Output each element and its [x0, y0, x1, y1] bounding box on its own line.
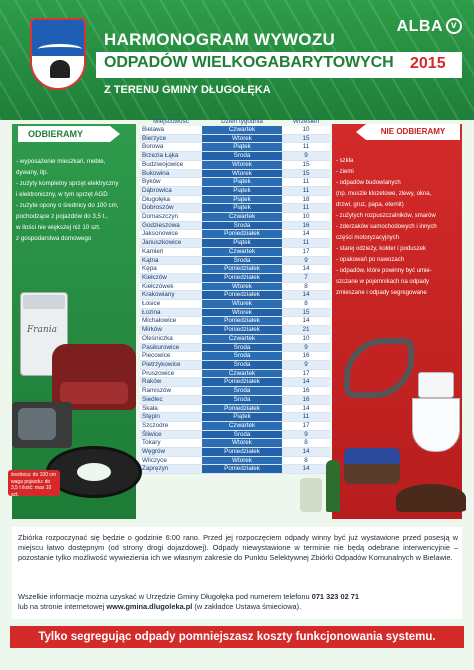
rejected-item: - odpadów, które powinny być umie- [336, 268, 432, 274]
table-row [140, 160, 330, 169]
cell-weekday: Czwartek [202, 421, 282, 430]
washer-lid [23, 295, 65, 309]
cell-town: Ramiszów [140, 387, 202, 396]
slogan-banner: Tylko segregując odpady pomniejszasz koszty funkcjonowania systemu. [10, 626, 464, 648]
cell-town: Siedlec [140, 395, 202, 404]
subtitle: Z TERENU GMINY DŁUGOŁĘKA [104, 84, 271, 96]
cell-town: Domaszczyn [140, 213, 202, 222]
television-icon [12, 402, 72, 448]
cell-town: Łozina [140, 308, 202, 317]
table-row [140, 326, 330, 335]
soil-icon [396, 484, 466, 512]
header-town: Miejscowość [153, 117, 189, 125]
table-row [140, 221, 330, 230]
accepted-item: z gospodarstwa domowego [16, 235, 92, 242]
table-row [140, 404, 330, 413]
accepted-item: - wyposażenie mieszkań, meble, [16, 158, 106, 165]
cell-day: 7 [282, 273, 330, 282]
cell-weekday: Środa [202, 360, 282, 369]
table-row [140, 395, 330, 404]
cell-day: 18 [282, 195, 330, 204]
contact-mid: lub na stronie internetowej [18, 602, 107, 611]
cell-weekday: Czwartek [202, 247, 282, 256]
cell-weekday: Piątek [202, 186, 282, 195]
cell-day: 15 [282, 160, 330, 169]
table-row [140, 448, 330, 457]
cell-town: Jaksonowice [140, 230, 202, 239]
table-row [140, 300, 330, 309]
table-row [140, 413, 330, 422]
cell-weekday: Środa [202, 352, 282, 361]
table-row [140, 169, 330, 178]
rejected-item: - odpadów budowlanych [336, 180, 401, 186]
cell-town: Mirków [140, 326, 202, 335]
cell-town: Dobroszów [140, 204, 202, 213]
cell-day: 9 [282, 256, 330, 265]
cell-weekday: Wtorek [202, 134, 282, 143]
armchair-seat [60, 382, 128, 404]
glass-jar-icon [300, 478, 322, 512]
alba-brand: ALBA [396, 18, 443, 35]
cell-town: Borowa [140, 143, 202, 152]
cell-day: 14 [282, 378, 330, 387]
cell-weekday: Czwartek [202, 369, 282, 378]
table-row [140, 317, 330, 326]
table-row [140, 456, 330, 465]
cell-day: 14 [282, 265, 330, 274]
rejected-item: - ziemi [336, 169, 354, 175]
cell-day: 17 [282, 369, 330, 378]
cell-weekday: Piątek [202, 143, 282, 152]
collection-info: Zbiórka rozpoczynać się będzie o godzinie 6:00 rano. Przed jej rozpoczęciem odpady winny być już wystawione przed posesją w miejscu łatwo dostępnym (od strony drogi dojazdowej). Odpady niewystawione w terminie nie będą odebrane interwencyjnie – pozostanie tylko możliwość wywiezienia ich we własnym zakresie do Punktu Selektywnej Zbiórki Odpadów Komunalnych w Bielawie. [18, 533, 458, 562]
cell-weekday: Czwartek [202, 126, 282, 134]
cell-weekday: Poniedziałek [202, 273, 282, 282]
table-row [140, 134, 330, 143]
accepted-list [16, 156, 132, 244]
contact-prefix: Wszelkie informacje można uzyskać w Urzędzie Gminy Długołęka pod numerem telefonu [18, 592, 312, 601]
table-row [140, 308, 330, 317]
clothes-icon [344, 448, 400, 484]
cell-weekday: Środa [202, 395, 282, 404]
cell-town: Oleśniczka [140, 334, 202, 343]
cell-day: 14 [282, 465, 330, 474]
cell-weekday: Poniedziałek [202, 230, 282, 239]
rejected-item: - zderzaków samochodowych i innych [336, 224, 437, 230]
title-line2: ODPADÓW WIELKOGABARYTOWYCH [104, 54, 394, 71]
cell-weekday: Poniedziałek [202, 317, 282, 326]
table-row [140, 195, 330, 204]
cell-day: 11 [282, 143, 330, 152]
cell-day: 9 [282, 430, 330, 439]
cell-town: Kątna [140, 256, 202, 265]
contact-suffix: (w zakładce Ustawa śmieciowa). [192, 602, 302, 611]
cell-day: 11 [282, 239, 330, 248]
accepted-item: - zużyty kompletny sprzęt elektryczny [16, 180, 119, 187]
schedule-grid [140, 116, 330, 474]
cell-day: 8 [282, 282, 330, 291]
table-row [140, 352, 330, 361]
cell-town: Skała [140, 404, 202, 413]
cell-town: Zapręzyn [140, 465, 202, 474]
crest-eagle [50, 60, 70, 78]
cell-town: Stępin [140, 413, 202, 422]
table-row [140, 256, 330, 265]
cell-weekday: Piątek [202, 195, 282, 204]
cell-town: Kępa [140, 265, 202, 274]
website-link[interactable]: www.gmina.dlugoleka.pl [106, 602, 193, 611]
table-row [140, 369, 330, 378]
contact-info [18, 592, 458, 612]
rejected-item: zmieszane i odpady segregowane [336, 290, 427, 296]
table-row [140, 421, 330, 430]
table-row [140, 213, 330, 222]
cell-town: Kiełczówek [140, 282, 202, 291]
crest-bridge [38, 44, 82, 54]
accepted-item: - zużyte opony o średnicy do 100 cm, [16, 202, 119, 209]
cell-weekday: Wtorek [202, 300, 282, 309]
cell-town: Pruszowice [140, 369, 202, 378]
cell-weekday: Wtorek [202, 308, 282, 317]
cell-day: 14 [282, 291, 330, 300]
cell-day: 14 [282, 230, 330, 239]
header-weekday: Dzień tygodnia [221, 117, 263, 125]
rejected-item: - szkła [336, 158, 354, 164]
cell-day: 14 [282, 404, 330, 413]
cell-weekday: Piątek [202, 413, 282, 422]
cell-town: Łosice [140, 300, 202, 309]
cell-day: 11 [282, 186, 330, 195]
schedule-body [140, 126, 330, 474]
table-row [140, 178, 330, 187]
cell-town: Dąbrowica [140, 186, 202, 195]
cell-day: 15 [282, 308, 330, 317]
cell-weekday: Czwartek [202, 334, 282, 343]
cell-weekday: Wtorek [202, 160, 282, 169]
title-year: 2015 [410, 55, 446, 72]
table-row [140, 265, 330, 274]
cell-weekday: Poniedziałek [202, 291, 282, 300]
cell-town: Januszkowice [140, 239, 202, 248]
cell-town: Piecowice [140, 352, 202, 361]
cell-day: 10 [282, 334, 330, 343]
table-row [140, 378, 330, 387]
tire-hole [77, 463, 111, 481]
table-row [140, 204, 330, 213]
toilet-icon [412, 372, 460, 452]
cell-town: Byków [140, 178, 202, 187]
alba-logo [397, 18, 462, 36]
table-row [140, 186, 330, 195]
cell-day: 17 [282, 247, 330, 256]
rejected-item: - opakowań po nawozach [336, 257, 405, 263]
cell-day: 11 [282, 178, 330, 187]
cell-day: 16 [282, 387, 330, 396]
rejected-item: części motoryzacyjnych [336, 235, 400, 241]
cell-weekday: Środa [202, 221, 282, 230]
table-row [140, 360, 330, 369]
schedule-table [140, 116, 330, 474]
table-row [140, 430, 330, 439]
rejected-item: (np. muszle klozetowe, zlewy, okna, [336, 191, 432, 197]
table-row [140, 239, 330, 248]
cell-town: Węgrów [140, 448, 202, 457]
cell-day: 11 [282, 413, 330, 422]
cell-day: 14 [282, 317, 330, 326]
tv-screen [18, 408, 56, 440]
rejected-item: drzwi, gruz, papa, eternit) [336, 202, 404, 208]
cell-day: 15 [282, 134, 330, 143]
table-row [140, 273, 330, 282]
cell-weekday: Poniedziałek [202, 326, 282, 335]
cell-weekday: Poniedziałek [202, 404, 282, 413]
toilet-bowl [412, 398, 460, 452]
cell-town: Szczodre [140, 421, 202, 430]
table-row [140, 387, 330, 396]
cell-weekday: Poniedziałek [202, 378, 282, 387]
cell-weekday: Poniedziałek [202, 465, 282, 474]
toilet-tank [418, 372, 454, 398]
cell-weekday: Poniedziałek [202, 265, 282, 274]
cell-day: 9 [282, 152, 330, 161]
cell-weekday: Środa [202, 343, 282, 352]
table-row [140, 152, 330, 161]
cell-day: 16 [282, 395, 330, 404]
cell-town: Śliwice [140, 430, 202, 439]
table-row [140, 439, 330, 448]
cell-town: Bielawa [140, 126, 202, 134]
cell-weekday: Środa [202, 430, 282, 439]
cell-day: 11 [282, 204, 330, 213]
table-row [140, 230, 330, 239]
table-row [140, 465, 330, 474]
cell-town: Kiełczów [140, 273, 202, 282]
cell-day: 8 [282, 456, 330, 465]
cell-weekday: Wtorek [202, 439, 282, 448]
cell-weekday: Czwartek [202, 213, 282, 222]
cell-day: 9 [282, 360, 330, 369]
cell-weekday: Piątek [202, 239, 282, 248]
cell-weekday: Piątek [202, 178, 282, 187]
cell-town: Bierzyce [140, 134, 202, 143]
cell-day: 15 [282, 169, 330, 178]
accepted-tag: ODBIERAMY [18, 126, 110, 142]
washer-brand: Frania [27, 325, 57, 335]
cell-day: 14 [282, 448, 330, 457]
cell-town: Godzieszowa [140, 221, 202, 230]
table-row [140, 343, 330, 352]
table-row [140, 334, 330, 343]
table-row [140, 291, 330, 300]
cell-weekday: Poniedziałek [202, 448, 282, 457]
tire-note: średnica: do 100 cm waga pojazdu: do 3,5 t ilość: max 10 szt. [8, 470, 60, 496]
cell-day: 21 [282, 326, 330, 335]
cell-weekday: Środa [202, 387, 282, 396]
tire-icon [46, 446, 142, 498]
cell-town: Kamień [140, 247, 202, 256]
table-row [140, 247, 330, 256]
cell-town: Pasikurowice [140, 343, 202, 352]
accepted-item: pochodzące z pojazdów do 3,5 t., [16, 213, 108, 220]
accepted-item: dywany, itp. [16, 169, 49, 176]
cell-town: Bukowina [140, 169, 202, 178]
coat-of-arms-icon [30, 18, 86, 90]
rejected-item: szczane w pojemnikach na odpady [336, 279, 430, 285]
cell-town: Długołęka [140, 195, 202, 204]
alba-logo-icon: v [446, 18, 462, 34]
accepted-item: w ilości nie większej niż 10 szt. [16, 224, 101, 231]
cell-town: Wilczyce [140, 456, 202, 465]
cell-town: Pietrzykowice [140, 360, 202, 369]
rejected-item: - starej odzieży, kołder i poduszek [336, 246, 426, 252]
cell-weekday: Wtorek [202, 169, 282, 178]
glass-bottle-icon [326, 460, 340, 512]
cell-weekday: Piątek [202, 204, 282, 213]
cell-day: 10 [282, 213, 330, 222]
cell-town: Raków [140, 378, 202, 387]
table-row [140, 126, 330, 134]
cell-weekday: Środa [202, 256, 282, 265]
cell-day: 16 [282, 221, 330, 230]
rejected-item: - zużytych rozpuszczalników, smarów [336, 213, 436, 219]
cell-day: 8 [282, 439, 330, 448]
table-header-row [140, 116, 330, 126]
title-line1: HARMONOGRAM WYWOZU [104, 30, 336, 49]
table-row [140, 143, 330, 152]
cell-town: Michałowice [140, 317, 202, 326]
rejected-tag: NIE ODBIERAMY [366, 124, 460, 140]
table-row [140, 282, 330, 291]
cell-day: 16 [282, 352, 330, 361]
cell-day: 17 [282, 421, 330, 430]
phone-number: 071 323 02 71 [311, 592, 359, 601]
cell-town: Krakowiany [140, 291, 202, 300]
armchair-icon [52, 344, 136, 410]
cell-town: Tokary [140, 439, 202, 448]
accepted-item: i elektroniczny, w tym sprzęt AGD [16, 191, 108, 198]
cell-weekday: Środa [202, 152, 282, 161]
cell-weekday: Wtorek [202, 282, 282, 291]
cell-day: 8 [282, 300, 330, 309]
cell-town: Brzezia Łąka [140, 152, 202, 161]
header-month: Wrzesień [292, 117, 320, 125]
cell-day: 9 [282, 343, 330, 352]
cell-weekday: Wtorek [202, 456, 282, 465]
cell-day: 10 [282, 126, 330, 134]
cell-town: Budziwojowice [140, 160, 202, 169]
rejected-list [336, 156, 460, 299]
